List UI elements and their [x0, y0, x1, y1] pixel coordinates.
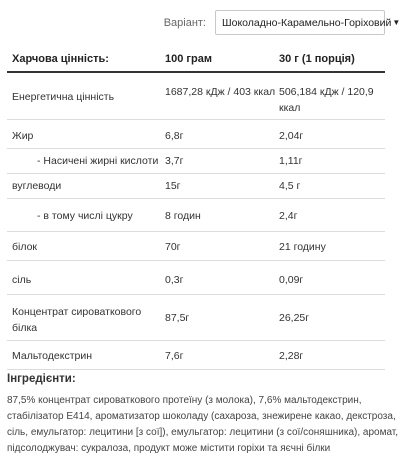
row-per-serving: 21 годину [279, 241, 326, 253]
table-row [7, 199, 385, 232]
caret-down-icon: ▼ [392, 18, 401, 27]
row-per-serving: 2,04г [279, 130, 304, 142]
row-per-100g: 15г [165, 180, 181, 192]
nutrition-table-header [7, 47, 385, 73]
variant-label: Варіант: [163, 16, 206, 29]
variant-selected-value: Шоколадно-Карамельно-Горіховий [222, 16, 392, 29]
table-row [7, 73, 385, 120]
table-row [7, 341, 385, 370]
row-name: - Насичені жирні кислоти [37, 155, 159, 167]
row-per-serving: 0,09г [279, 274, 304, 286]
row-per-serving: 506,184 кДж / 120,9 ккал [279, 86, 374, 114]
variant-selector [163, 10, 401, 35]
row-per-100g: 87,5г [165, 312, 190, 324]
row-name: Мальтодекстрин [12, 350, 93, 362]
header-per-serving: 30 г (1 порція) [279, 53, 355, 65]
row-per-100g: 0,3г [165, 274, 184, 286]
variant-dropdown[interactable] [215, 10, 401, 35]
row-per-serving: 26,25г [279, 312, 310, 324]
row-name: вуглеводи [12, 180, 62, 192]
row-name: Концентрат сироваткового білка [12, 306, 142, 334]
table-row [7, 261, 385, 295]
row-per-100g: 3,7г [165, 155, 184, 167]
row-per-serving: 2,28г [279, 350, 304, 362]
header-nutrition-value: Харчова цінність: [12, 53, 109, 65]
header-per-100g: 100 грам [165, 53, 212, 65]
table-row [7, 295, 385, 341]
row-name: Енергетична цінність [12, 91, 115, 103]
row-per-serving: 4,5 г [279, 180, 301, 192]
row-per-100g: 8 годин [165, 210, 201, 222]
nutrition-table [7, 47, 385, 370]
row-per-100g: 1687,28 кДж / 403 ккал [165, 86, 276, 98]
ingredients-title: Інгредієнти: [7, 373, 76, 385]
table-row [7, 120, 385, 149]
row-name: Жир [12, 130, 34, 142]
table-row [7, 174, 385, 199]
row-per-serving: 1,11г [279, 155, 303, 167]
ingredients-text: 87,5% концентрат сироваткового протеїну (з молока), 7,6% мальтодекстрин, стабілізатор Е414, ароматизатор шоколаду (сахароза, знежирене какао, декстроза, сіль, емульгатор: лецитини [з сої]), емульгатор: лецитини (з сої/соняшника), аромат, підсолоджувач: сукралоза, продукт може містити горіхи та яєчні білки [7, 395, 399, 454]
ingredients-section [7, 373, 399, 457]
row-name: білок [12, 241, 38, 253]
row-name: сіль [12, 274, 32, 286]
table-row [7, 232, 385, 261]
table-row [7, 149, 385, 174]
row-per-100g: 6,8г [165, 130, 184, 142]
row-per-serving: 2,4г [279, 210, 298, 222]
row-per-100g: 7,6г [165, 350, 184, 362]
row-name: - в тому числі цукру [37, 210, 133, 222]
row-per-100g: 70г [165, 241, 181, 253]
